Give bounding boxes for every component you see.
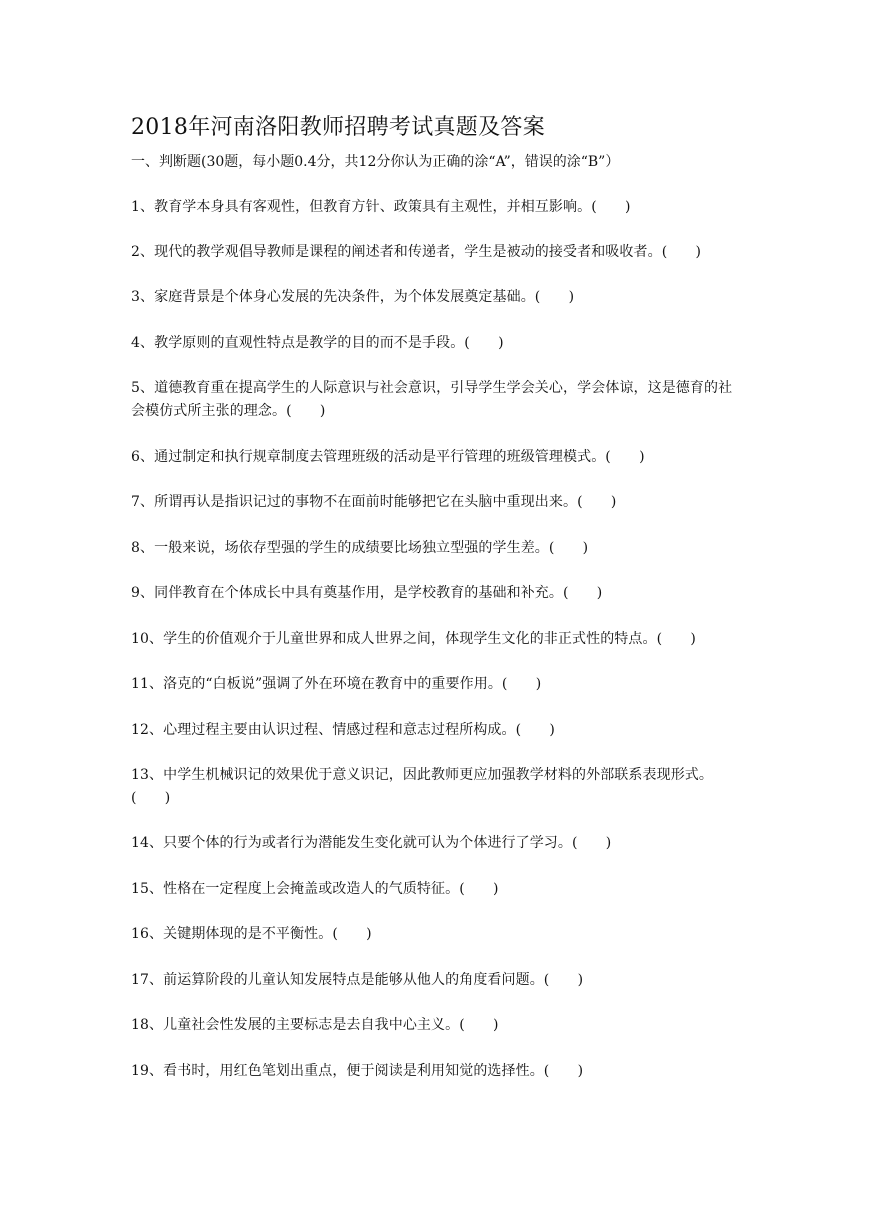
question-16: 16、关键期体现的是不平衡性。( ) — [131, 926, 372, 942]
question-14: 14、只要个体的行为或者行为潜能发生变化就可认为个体进行了学习。( ) — [131, 835, 612, 851]
question-9: 9、同伴教育在个体成长中具有奠基作用，是学校教育的基础和补充。( ) — [131, 585, 603, 601]
question-17: 17、前运算阶段的儿童认知发展特点是能够从他人的角度看问题。( ) — [131, 972, 584, 988]
question-4: 4、教学原则的直观性特点是教学的目的而不是手段。( ) — [131, 335, 504, 351]
question-5: 5、道德教育重在提高学生的人际意识与社会意识，引导学生学会关心，学会体谅，这是德育的社会模仿式所主张的理念。( ) — [131, 380, 733, 419]
section-intro: 一、判断题(30题，每小题0.4分，共12分你认为正确的涂“A”，错误的涂“B”） — [131, 154, 620, 170]
question-13: 13、中学生机械识记的效果优于意义识记，因此教师更应加强教学材料的外部联系表现形式。( ) — [131, 767, 714, 806]
question-15: 15、性格在一定程度上会掩盖或改造人的气质特征。( ) — [131, 881, 499, 897]
question-1: 1、教育学本身具有客观性，但教育方针、政策具有主观性，并相互影响。( ) — [131, 199, 631, 215]
question-11: 11、洛克的“白板说”强调了外在环境在教育中的重要作用。( ) — [131, 676, 542, 692]
question-6: 6、通过制定和执行规章制度去管理班级的活动是平行管理的班级管理模式。( ) — [131, 449, 645, 465]
question-7: 7、所谓再认是指识记过的事物不在面前时能够把它在头脑中重现出来。( ) — [131, 494, 617, 510]
question-12: 12、心理过程主要由认识过程、情感过程和意志过程所构成。( ) — [131, 722, 555, 738]
question-2: 2、现代的教学观倡导教师是课程的阐述者和传递者，学生是被动的接受者和吸收者。( ) — [131, 244, 702, 260]
page-title: 2018年河南洛阳教师招聘考试真题及答案 — [131, 115, 545, 140]
question-8: 8、一般来说，场依存型强的学生的成绩要比场独立型强的学生差。( ) — [131, 540, 589, 556]
question-18: 18、儿童社会性发展的主要标志是去自我中心主义。( ) — [131, 1017, 499, 1033]
question-19: 19、看书时，用红色笔划出重点，便于阅读是利用知觉的选择性。( ) — [131, 1063, 584, 1079]
question-10: 10、学生的价值观介于儿童世界和成人世界之间，体现学生文化的非正式性的特点。( ) — [131, 631, 696, 647]
question-3: 3、家庭背景是个体身心发展的先决条件，为个体发展奠定基础。( ) — [131, 289, 575, 305]
